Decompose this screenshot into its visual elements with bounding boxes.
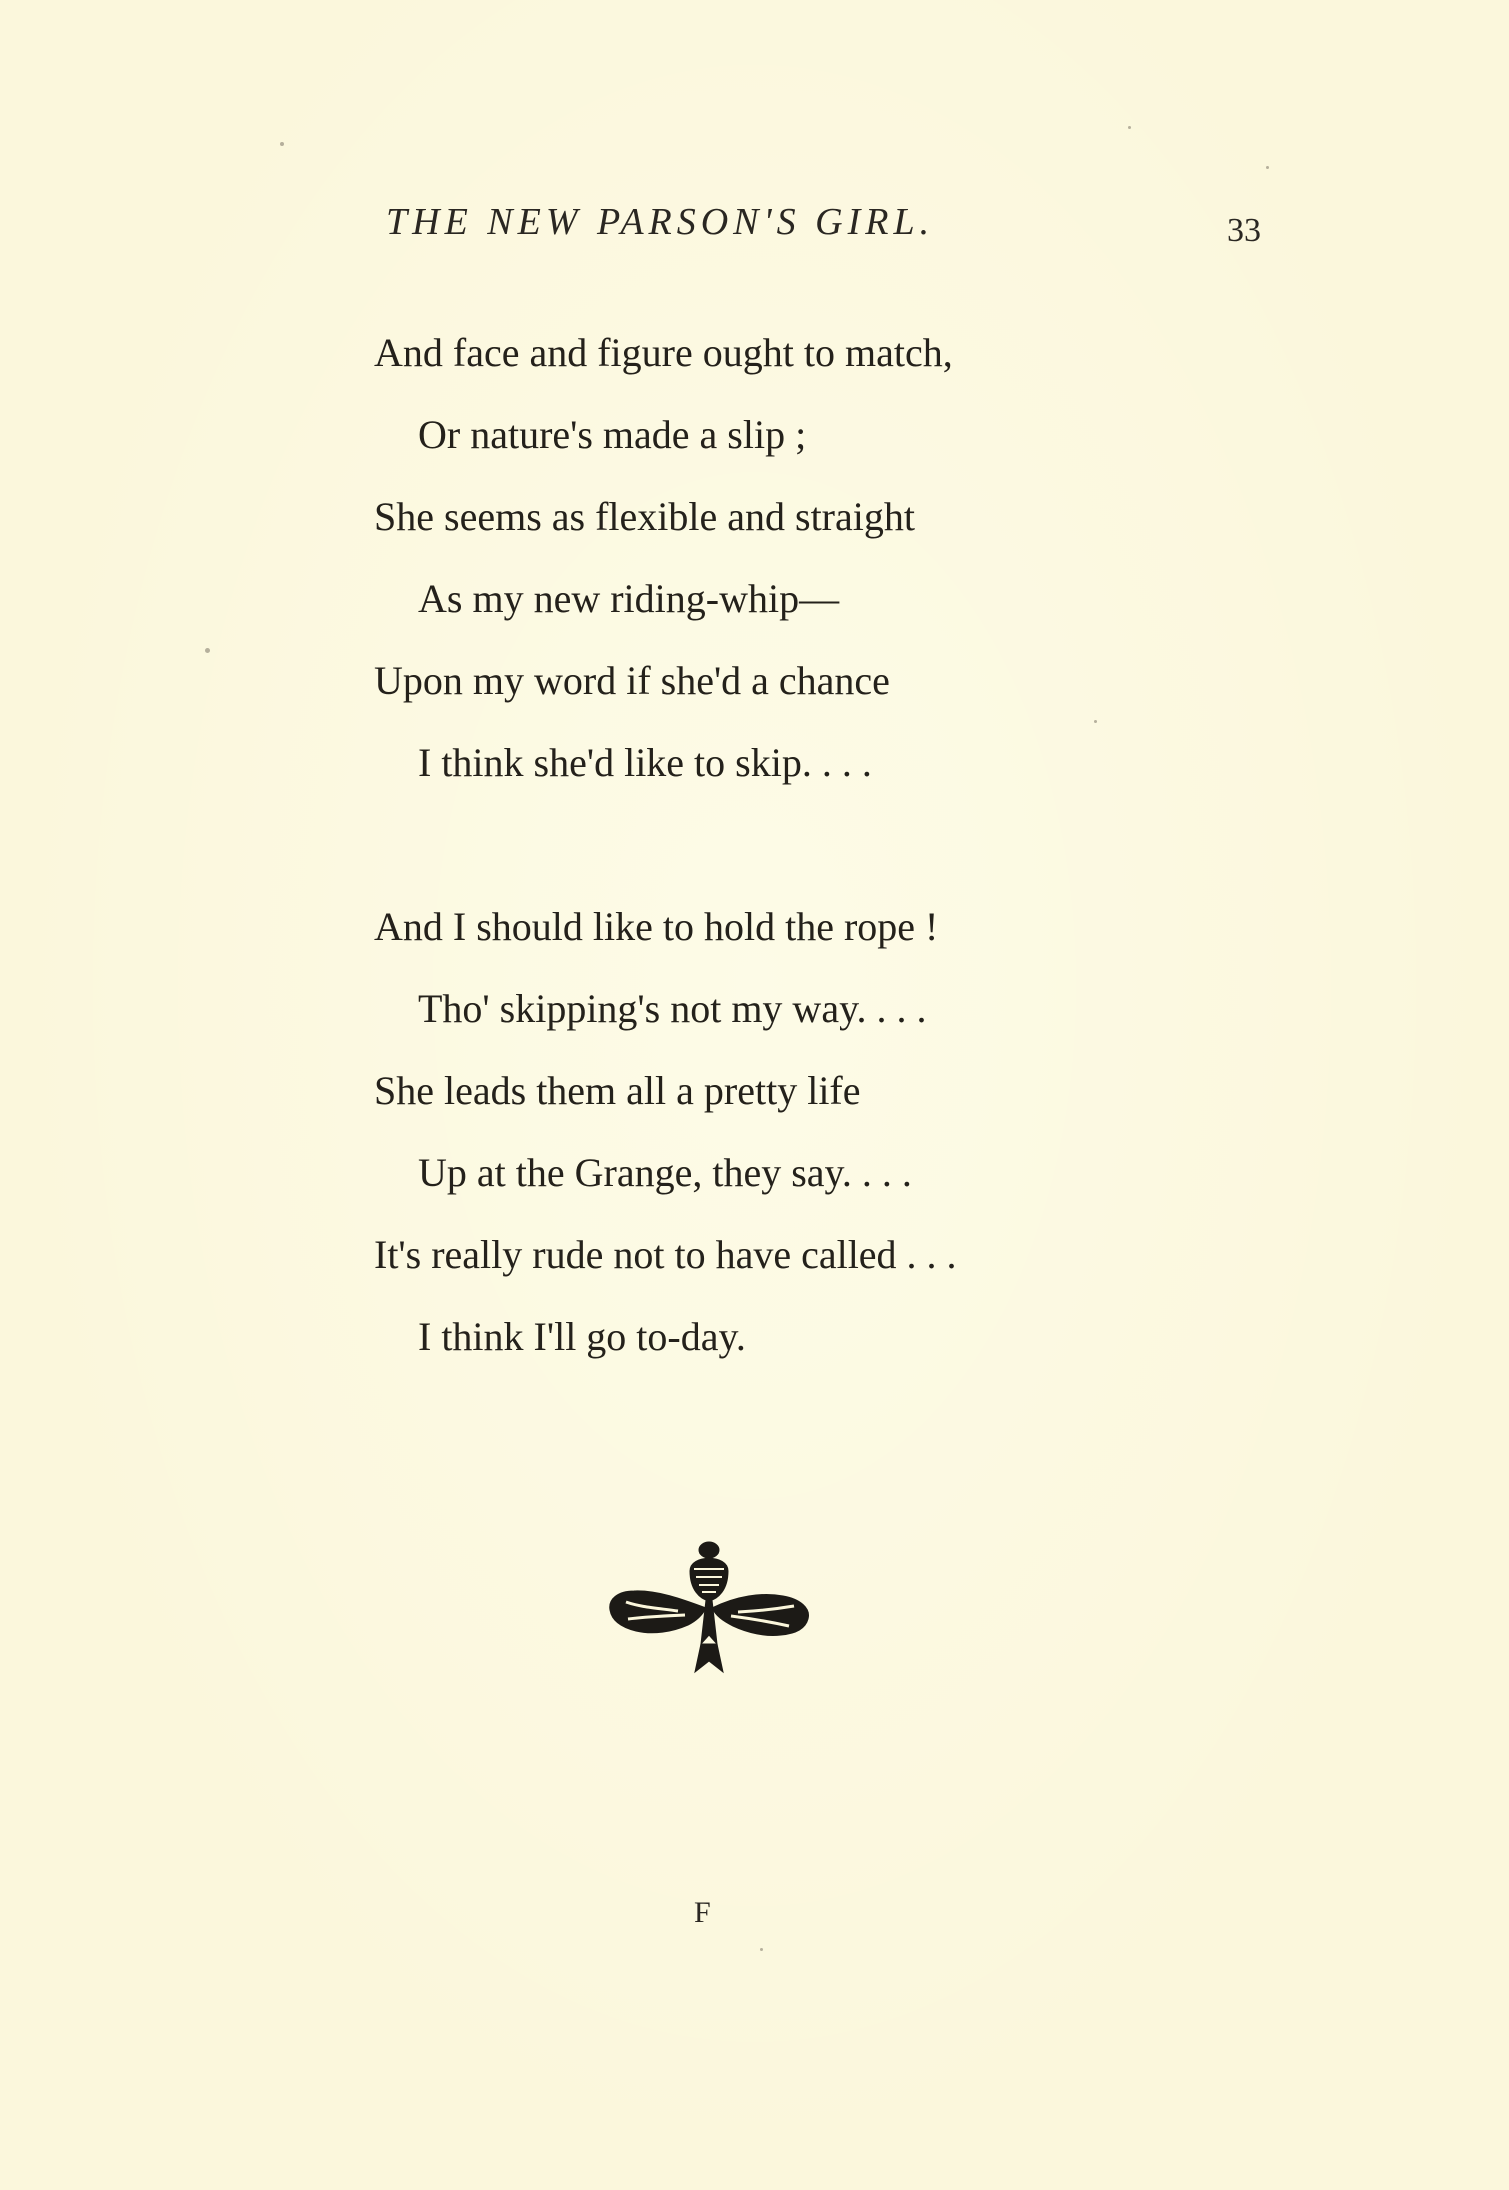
acorn-oak-leaf-ornament-icon [606,1540,812,1678]
poem-line: She leads them all a pretty life [374,1068,861,1113]
signature-mark: F [694,1896,711,1929]
poem-line: She seems as flexible and straight [374,494,915,539]
paper-speck [280,142,284,146]
poem-line: Or nature's made a slip ; [418,412,807,457]
poem-line: I think she'd like to skip. . . . [418,740,872,785]
paper-speck [760,1948,763,1951]
poem-line: Up at the Grange, they say. . . . [418,1150,912,1195]
paper-speck [1094,720,1097,723]
running-title: THE NEW PARSON'S GIRL. [386,201,935,243]
paper-speck [1266,166,1269,169]
paper-speck [1128,126,1131,129]
poem-line: It's really rude not to have called . . . [374,1232,957,1277]
poem-line: Upon my word if she'd a chance [374,658,890,703]
poem-line: And I should like to hold the rope ! [374,904,939,949]
poem-line: As my new riding-whip— [418,576,840,621]
poem-line: I think I'll go to-day. [418,1314,746,1359]
page-number: 33 [1227,212,1261,249]
poem-line: Tho' skipping's not my way. . . . [418,986,927,1031]
paper-speck [205,648,210,653]
poem-line: And face and figure ought to match, [374,330,953,375]
